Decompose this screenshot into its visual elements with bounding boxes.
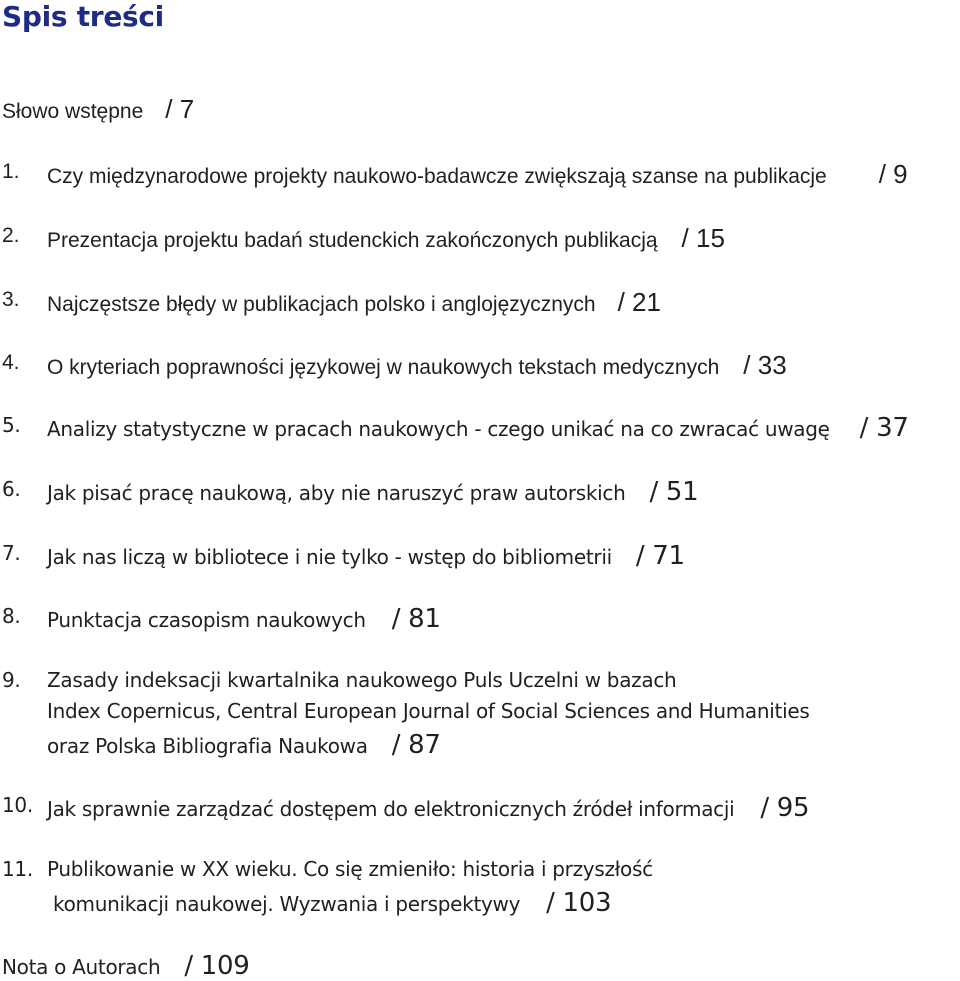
toc-entry-title: Najczęstsze błędy w publikacjach polsko i anglojęzycznych [47,293,596,316]
toc-entry-title: Prezentacja projektu badań studenckich zakończonych publikacją [47,229,658,252]
toc-entry-number: 3. [2,288,20,311]
toc-entry-title: Jak nas liczą w bibliotece i nie tylko - wstęp do bibliometrii [47,545,612,569]
toc-entry-number: 7. [2,541,21,565]
toc-entry-page: / 71 [635,541,685,571]
toc-entry-title: Analizy statystyczne w pracach naukowych - czego unikać na co zwracać uwagę [47,417,830,441]
toc-entry-title: Index Copernicus, Central European Journal of Social Sciences and Humanities [47,699,810,723]
toc-entry-title: Punktacja czasopism naukowych [47,608,366,632]
authors-label: Nota o Autorach [2,955,161,979]
toc-entry-number: 10. [2,793,33,817]
preface-page: / 7 [165,94,195,124]
toc-entry-page: / 15 [681,223,725,253]
toc-entry-title: Zasady indeksacji kwartalnika naukowego Puls Uczelni w bazach [47,668,677,692]
toc-entry-page: / 37 [859,413,909,443]
toc-entry-title: Publikowanie w XX wieku. Co się zmieniło: historia i przyszłość [47,857,653,881]
toc-entry-page: / 103 [546,888,612,918]
authors-page: / 109 [184,951,250,981]
toc-entry-page: / 33 [743,350,787,380]
toc-entry-page: / 81 [391,604,441,634]
toc-entry-number: 1. [2,160,20,183]
preface-label: Słowo wstępne [2,100,144,123]
toc-entry-number: 4. [2,351,20,374]
toc-entry-number: 6. [2,477,21,501]
toc-entry-page: / 87 [391,730,441,760]
page-title: Spis treści [2,0,164,33]
toc-entry-title: oraz Polska Bibliografia Naukowa [47,734,368,758]
toc-entry-page: / 9 [878,159,908,189]
toc-entry-number: 2. [2,224,20,247]
toc-entry-title: Jak sprawnie zarządzać dostępem do elektronicznych źródeł informacji [47,797,735,821]
toc-entry-number: 9. [2,668,21,692]
toc-entry-title: Jak pisać pracę naukową, aby nie naruszyć praw autorskich [47,481,626,505]
toc-entry-title: O kryteriach poprawności językowej w naukowych tekstach medycznych [47,356,720,379]
toc-entry-number: 5. [2,413,21,437]
toc-entry-number: 11. [2,857,33,881]
toc-entry-number: 8. [2,604,21,628]
toc-entry-page: / 21 [617,287,661,317]
toc-entry-title: komunikacji naukowej. Wyzwania i perspektywy [53,892,521,916]
toc-entry-page: / 51 [649,477,699,507]
toc-entry-title: Czy międzynarodowe projekty naukowo-badawcze zwiększają szanse na publikacje [47,165,827,188]
toc-entry-page: / 95 [760,793,810,823]
